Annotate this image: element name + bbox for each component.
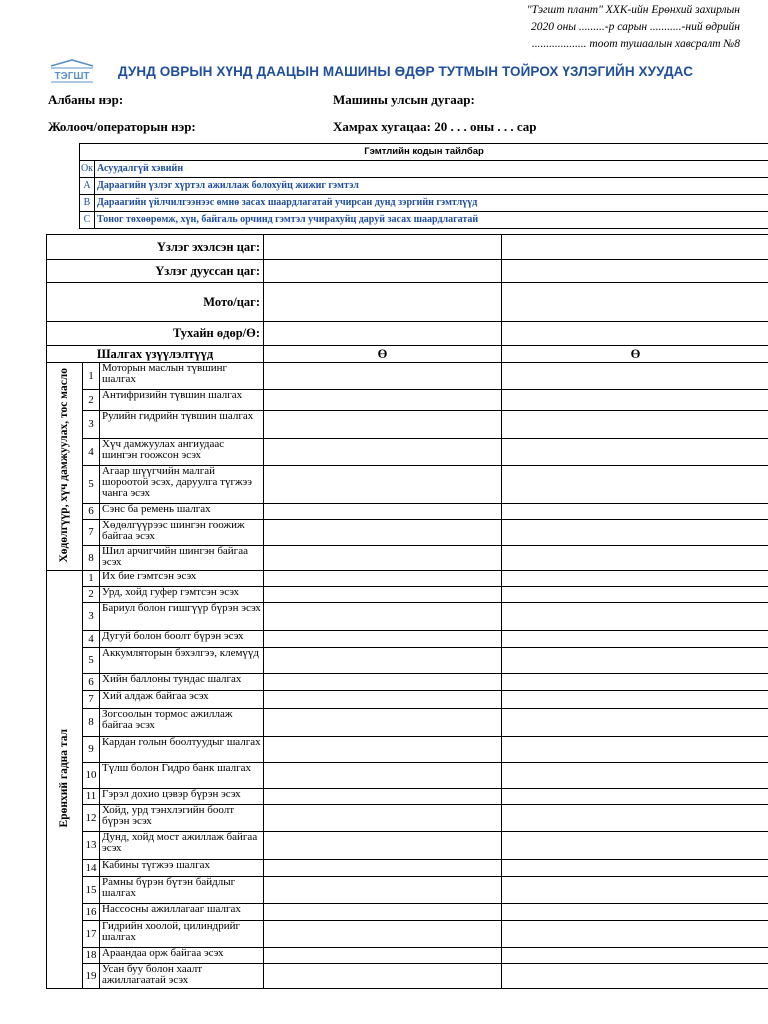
check-cell-2[interactable] [502, 546, 768, 571]
check-cell-2[interactable] [502, 921, 768, 948]
check-cell-1[interactable] [264, 363, 502, 390]
item-text: Агаар шүүгчийн малгай шороотой эсэх, даруулга түгжээ чанга эсэх [100, 466, 264, 504]
org-name-label: Албаны нэр: [48, 92, 124, 107]
check-cell-2[interactable] [502, 805, 768, 832]
legend-desc: Тоног төхөөрөмж, хүн, байгаль орчинд гэмтэл учирахуйц даруй засах шаардлагатай [95, 212, 768, 229]
checklist-row [47, 390, 768, 411]
checklist-row [47, 948, 768, 964]
item-text: Гэрэл дохио цэвэр бүрэн эсэх [100, 789, 264, 805]
check-cell-2[interactable] [502, 789, 768, 805]
checklist-row [47, 860, 768, 877]
item-text: Их бие гэмтсэн эсэх [100, 571, 264, 587]
check-cell-1[interactable] [264, 631, 502, 648]
approval-note [480, 2, 740, 53]
check-cell-1[interactable] [264, 411, 502, 439]
item-number: 2 [83, 587, 100, 603]
item-text: Антифризийн түвшин шалгах [100, 390, 264, 411]
check-cell-1[interactable] [264, 904, 502, 921]
checklist-row [47, 631, 768, 648]
item-number: 1 [83, 571, 100, 587]
checks-header: Шалгах үзүүлэлтүүд [47, 346, 264, 363]
period-label: Хамрах хугацаа: 20 . . . оны . . . сар [333, 119, 537, 134]
item-text: Шил арчигчийн шингэн байгаа эсэх [100, 546, 264, 571]
check-cell-2[interactable] [502, 763, 768, 789]
item-text: Урд, хойд гуфер гэмтсэн эсэх [100, 587, 264, 603]
checklist-row [47, 691, 768, 709]
check-cell-2[interactable] [502, 964, 768, 989]
section-label-cell [47, 571, 83, 989]
item-text: Түлш болон Гидро банк шалгах [100, 763, 264, 789]
item-number: 4 [83, 631, 100, 648]
check-cell-1[interactable] [264, 520, 502, 546]
check-cell-1[interactable] [264, 877, 502, 904]
check-cell-2[interactable] [502, 466, 768, 504]
moto-hours-label: Мото/цаг: [47, 283, 264, 322]
check-cell-2[interactable] [502, 648, 768, 674]
item-number: 6 [83, 674, 100, 691]
check-cell-1[interactable] [264, 546, 502, 571]
item-number: 8 [83, 709, 100, 737]
checklist-row [47, 763, 768, 789]
check-cell-2[interactable] [502, 877, 768, 904]
item-text: Сэнс ба ремень шалгах [100, 504, 264, 520]
item-text: Хийн баллоны тундас шалгах [100, 674, 264, 691]
check-cell-2[interactable] [502, 709, 768, 737]
checklist-row [47, 904, 768, 921]
plate-number-label: Машины улсын дугаар: [333, 92, 475, 107]
item-number: 17 [83, 921, 100, 948]
check-cell-1[interactable] [264, 860, 502, 877]
item-text: Дунд, хойд мост ажиллаж байгаа эсэх [100, 832, 264, 860]
item-text: Аккумляторын бэхэлгээ, клемүүд [100, 648, 264, 674]
legend-code: B [80, 195, 95, 212]
check-cell-2[interactable] [502, 904, 768, 921]
check-cell-1[interactable] [264, 964, 502, 989]
item-number: 15 [83, 877, 100, 904]
check-cell-2[interactable] [502, 571, 768, 587]
check-cell-2[interactable] [502, 390, 768, 411]
start-time-cell-2[interactable] [502, 235, 768, 260]
item-number: 8 [83, 546, 100, 571]
checklist-row [47, 805, 768, 832]
legend-row [80, 195, 768, 212]
legend-code: Ок [80, 161, 95, 178]
legend-desc: Дараагийн үзлэг хүртэл ажиллаж болохуйц жижиг гэмтэл [95, 178, 768, 195]
item-text: Хөдөлгүүрээс шингэн гоожиж байгаа эсэх [100, 520, 264, 546]
item-number: 1 [83, 363, 100, 390]
item-number: 10 [83, 763, 100, 789]
item-text: Бариул болон гишгүүр бүрэн эсэх [100, 603, 264, 631]
item-text: Араандаа орж байгаа эсэх [100, 948, 264, 964]
check-cell-1[interactable] [264, 789, 502, 805]
checklist-row [47, 789, 768, 805]
check-cell-1[interactable] [264, 603, 502, 631]
day-label: Тухайн өдөр/Ө: [47, 322, 264, 346]
item-text: Моторын маслын түвшинг шалгах [100, 363, 264, 390]
inspection-table [46, 234, 768, 989]
approval-line-1: "Тэгшт плант" ХХК-ийн Ерөнхий захирлын [526, 4, 740, 16]
check-cell-1[interactable] [264, 737, 502, 763]
legend-code: A [80, 178, 95, 195]
item-text: Кабины түгжээ шалгах [100, 860, 264, 877]
defect-code-legend [79, 143, 768, 229]
item-number: 13 [83, 832, 100, 860]
approval-line-3: ................... тоот тушаалын хавсралт №8 [531, 38, 740, 50]
check-cell-1[interactable] [264, 466, 502, 504]
item-number: 5 [83, 466, 100, 504]
section-label-cell [47, 363, 83, 571]
item-number: 6 [83, 504, 100, 520]
item-text: Нассосны ажиллагааг шалгах [100, 904, 264, 921]
check-cell-1[interactable] [264, 832, 502, 860]
item-number: 5 [83, 648, 100, 674]
item-number: 2 [83, 390, 100, 411]
item-text: Рулийн гидрийн түвшин шалгах [100, 411, 264, 439]
check-cell-2[interactable] [502, 737, 768, 763]
checklist-row [47, 504, 768, 520]
item-number: 19 [83, 964, 100, 989]
item-text: Дугуй болон боолт бүрэн эсэх [100, 631, 264, 648]
checklist-row [47, 520, 768, 546]
start-time-label: Үзлэг эхэлсэн цаг: [47, 235, 264, 260]
item-text: Хойд, урд тэнхлэгийн боолт бүрэн эсэх [100, 805, 264, 832]
day-cell-2[interactable] [502, 322, 768, 346]
check-cell-2[interactable] [502, 439, 768, 466]
check-cell-1[interactable] [264, 709, 502, 737]
check-cell-1[interactable] [264, 587, 502, 603]
checklist-row [47, 921, 768, 948]
end-time-cell-1[interactable] [264, 260, 502, 283]
check-cell-1[interactable] [264, 439, 502, 466]
check-cell-2[interactable] [502, 948, 768, 964]
check-cell-1[interactable] [264, 805, 502, 832]
item-number: 3 [83, 603, 100, 631]
item-number: 3 [83, 411, 100, 439]
checklist-row [47, 439, 768, 466]
item-number: 7 [83, 520, 100, 546]
checklist-row [47, 603, 768, 631]
day-cell-1[interactable] [264, 322, 502, 346]
item-number: 11 [83, 789, 100, 805]
item-number: 12 [83, 805, 100, 832]
check-cell-1[interactable] [264, 948, 502, 964]
item-text: Кардан голын боолтуудыг шалгах [100, 737, 264, 763]
item-number: 16 [83, 904, 100, 921]
checklist-row [47, 411, 768, 439]
check-cell-2[interactable] [502, 587, 768, 603]
section-label: Хөдөлгүүр, хүч дамжуулах, тос масло [58, 367, 70, 563]
checklist-row [47, 587, 768, 603]
checklist-row [47, 571, 768, 587]
item-text: Хүч дамжуулах ангиудаас шингэн гоожсон эсэх [100, 439, 264, 466]
company-logo [48, 58, 96, 84]
moto-hours-cell-2[interactable] [502, 283, 768, 322]
check-cell-1[interactable] [264, 763, 502, 789]
check-cell-1[interactable] [264, 571, 502, 587]
legend-code: C [80, 212, 95, 229]
check-cell-2[interactable] [502, 674, 768, 691]
approval-line-2: 2020 оны .........-р сарын ...........-ний өдрийн [530, 21, 740, 33]
check-cell-2[interactable] [502, 631, 768, 648]
checklist-row [47, 964, 768, 989]
end-time-cell-2[interactable] [502, 260, 768, 283]
check-cell-2[interactable] [502, 860, 768, 877]
item-text: Гидрийн хоолой, цилиндрийг шалгах [100, 921, 264, 948]
legend-row [80, 212, 768, 229]
checklist-row [47, 363, 768, 390]
checklist-row [47, 737, 768, 763]
item-text: Усан буу болон хаалт ажиллагаатай эсэх [100, 964, 264, 989]
check-cell-2[interactable] [502, 832, 768, 860]
check-cell-1[interactable] [264, 390, 502, 411]
item-text: Рамны бүрэн бүтэн байдлыг шалгах [100, 877, 264, 904]
checklist-row [47, 674, 768, 691]
check-cell-1[interactable] [264, 691, 502, 709]
item-number: 18 [83, 948, 100, 964]
check-cell-2[interactable] [502, 411, 768, 439]
moto-hours-cell-1[interactable] [264, 283, 502, 322]
item-number: 14 [83, 860, 100, 877]
checklist-row [47, 832, 768, 860]
checklist-row [47, 546, 768, 571]
checklist-row [47, 466, 768, 504]
check-cell-1[interactable] [264, 921, 502, 948]
end-time-label: Үзлэг дууссан цаг: [47, 260, 264, 283]
document-title: ДУНД ОВРЫН ХҮНД ДААЦЫН МАШИНЫ ӨДӨР ТУТМЫН ТОЙРОХ ҮЗЛЭГИЙН ХУУДАС [118, 64, 694, 79]
checklist-row [47, 648, 768, 674]
item-number: 4 [83, 439, 100, 466]
check-cell-1[interactable] [264, 648, 502, 674]
check-cell-1[interactable] [264, 504, 502, 520]
check-cell-2[interactable] [502, 520, 768, 546]
legend-row [80, 178, 768, 195]
check-cell-2[interactable] [502, 504, 768, 520]
item-text: Зогсоолын тормос ажиллаж байгаа эсэх [100, 709, 264, 737]
item-text: Хий алдаж байгаа эсэх [100, 691, 264, 709]
legend-desc: Асуудалгүй хэвийн [95, 161, 768, 178]
legend-desc: Дараагийн үйлчилгээнээс өмнө засах шаардлагатай учирсан дунд зэргийн гэмтлүүд [95, 195, 768, 212]
check-cell-2[interactable] [502, 603, 768, 631]
check-cell-1[interactable] [264, 674, 502, 691]
legend-row [80, 161, 768, 178]
checklist-row [47, 877, 768, 904]
column-header-2: Ө [502, 346, 768, 363]
check-cell-2[interactable] [502, 363, 768, 390]
operator-name-label: Жолооч/операторын нэр: [48, 119, 196, 134]
logo-text: ТЭГШТ [54, 71, 90, 82]
check-cell-2[interactable] [502, 691, 768, 709]
column-header-1: Ө [264, 346, 502, 363]
item-number: 9 [83, 737, 100, 763]
item-number: 7 [83, 691, 100, 709]
legend-header: Гэмтлийн кодын тайлбар [80, 144, 768, 161]
section-label: Ерөнхий гадна тал [58, 728, 70, 828]
checklist-row [47, 709, 768, 737]
start-time-cell-1[interactable] [264, 235, 502, 260]
